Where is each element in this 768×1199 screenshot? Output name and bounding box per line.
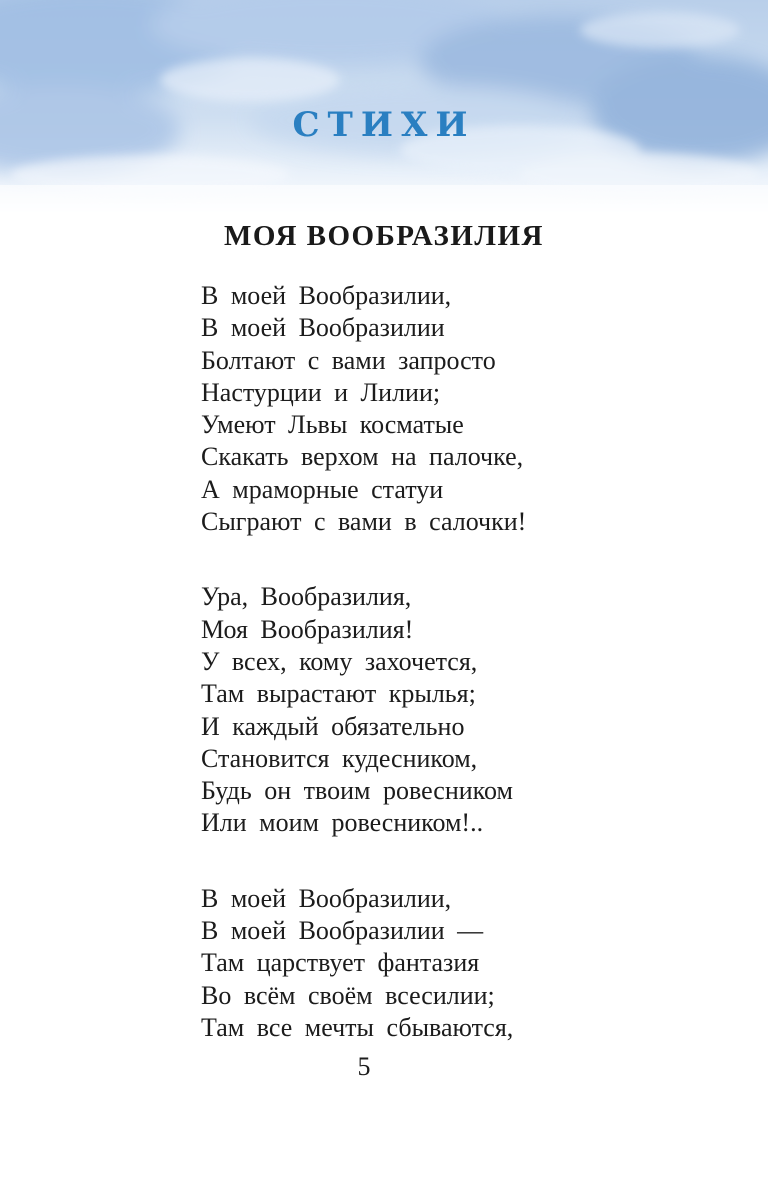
- poem-line: В моей Вообразилии,: [201, 281, 452, 310]
- poem-stanza: [201, 581, 526, 839]
- section-title: СТИХИ: [292, 105, 476, 145]
- poem-line: Во всём своём всесилии;: [201, 980, 495, 1010]
- poem-body: [201, 280, 526, 1087]
- poem-line: Там все мечты сбываются,: [201, 1012, 514, 1042]
- poem-line: И каждый обязательно: [201, 711, 465, 741]
- page-number: 5: [357, 1052, 371, 1081]
- poem-line: В моей Вообразилии: [201, 313, 445, 343]
- poem-stanza: [201, 280, 526, 538]
- poem-line: А мраморные статуи: [201, 474, 444, 504]
- poem-line: Или моим ровесником!..: [201, 808, 484, 838]
- poem-stanza: [201, 883, 526, 1044]
- poem-line: Настурции и Лилии;: [201, 377, 441, 407]
- poem-line: В моей Вообразилии,: [201, 883, 452, 913]
- poem-line: Становится кудесником,: [201, 743, 478, 773]
- poem-line: В моей Вообразилии —: [201, 916, 484, 946]
- poem-line: У всех, кому захочется,: [201, 646, 478, 676]
- poem-line: Сыграют с вами в салочки!: [201, 507, 527, 537]
- poem-line: Там вырастают крылья;: [201, 679, 476, 709]
- poem-line: Будь он твоим ровесником: [201, 776, 513, 806]
- poem-line: Там царствует фантазия: [201, 948, 480, 978]
- poem-title: МОЯ ВООБРАЗИЛИЯ: [223, 220, 544, 252]
- poem-line: Моя Вообразилия!: [201, 614, 414, 644]
- poem-line: Болтают с вами запросто: [201, 345, 496, 375]
- poem-line: Ура, Вообразилия,: [201, 582, 412, 612]
- poem-line: Скакать верхом на палочке,: [201, 442, 524, 472]
- poem-line: Умеют Львы косматые: [201, 410, 464, 440]
